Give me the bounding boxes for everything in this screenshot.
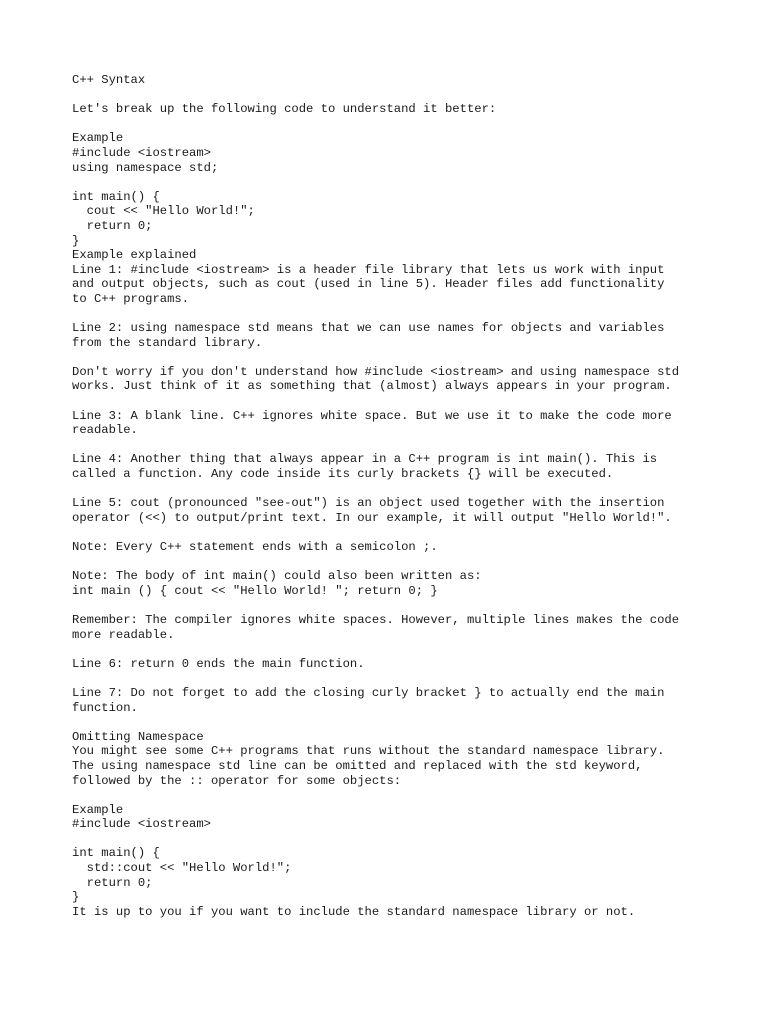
text-line: Line 2: using namespace std means that we can use names for objects and variables <box>72 321 665 336</box>
text-line: called a function. Any code inside its curly brackets {} will be executed. <box>72 467 614 482</box>
blank-line <box>72 832 752 847</box>
text-line: } <box>72 890 80 905</box>
text-line: int main() { <box>72 846 160 861</box>
text-line: Line 3: A blank line. C++ ignores white space. But we use it to make the code more <box>72 408 672 423</box>
text-line: operator (<<) to output/print text. In our example, it will output "Hello World!". <box>72 510 672 525</box>
text-line: C++ Syntax <box>72 73 146 87</box>
text-line: and output objects, such as cout (used in line 5). Header files add functionality <box>72 277 665 292</box>
blank-line <box>72 671 752 686</box>
document-body <box>72 73 752 919</box>
blank-line <box>72 394 752 409</box>
text-line: to C++ programs. <box>72 291 190 306</box>
text-line: Line 5: cout (pronounced "see-out") is an object used together with the insertion <box>72 496 665 511</box>
text-line: Example <box>72 802 124 817</box>
text-line: cout << "Hello World!"; <box>72 204 255 219</box>
text-line: readable. <box>72 423 138 438</box>
text-line: #include <iostream> <box>72 817 211 832</box>
text-line: Don't worry if you don't understand how #include <iostream> and using namespace std <box>72 364 680 379</box>
text-line: } <box>72 233 80 248</box>
text-line: Note: The body of int main() could also been written as: <box>72 569 482 584</box>
text-line: #include <iostream> <box>72 145 211 160</box>
text-line: std::cout << "Hello World!"; <box>72 861 292 876</box>
blank-line <box>72 788 752 803</box>
text-line: Example explained <box>72 248 197 263</box>
blank-line <box>72 715 752 730</box>
text-line: Line 7: Do not forget to add the closing curly bracket } to actually end the main <box>72 685 665 700</box>
blank-line <box>72 598 752 613</box>
text-line: using namespace std; <box>72 160 219 175</box>
blank-line <box>72 642 752 657</box>
text-line: Line 6: return 0 ends the main function. <box>72 656 365 671</box>
blank-line <box>72 482 752 497</box>
blank-line <box>72 175 752 190</box>
text-line: int main () { cout << "Hello World! "; return 0; } <box>72 583 438 598</box>
text-line: from the standard library. <box>72 335 263 350</box>
blank-line <box>72 438 752 453</box>
text-line: The using namespace std line can be omitted and replaced with the std keyword, <box>72 758 643 773</box>
text-line: int main() { <box>72 189 160 204</box>
blank-line <box>72 525 752 540</box>
text-line: It is up to you if you want to include the standard namespace library or not. <box>72 904 636 919</box>
text-line: Let's break up the following code to understand it better: <box>72 102 497 117</box>
text-line: Example <box>72 131 124 146</box>
text-line: function. <box>72 700 138 715</box>
blank-line <box>72 307 752 322</box>
text-line: works. Just think of it as something that (almost) always appears in your program. <box>72 379 672 394</box>
text-line: You might see some C++ programs that runs without the standard namespace library. <box>72 744 665 759</box>
text-line: Note: Every C++ statement ends with a semicolon ;. <box>72 540 438 554</box>
text-line: Line 1: #include <iostream> is a header file library that lets us work with input <box>72 262 665 277</box>
text-line: Remember: The compiler ignores white spaces. However, multiple lines makes the code <box>72 612 680 627</box>
text-line: followed by the :: operator for some objects: <box>72 773 402 788</box>
blank-line <box>72 350 752 365</box>
blank-line <box>72 88 752 103</box>
text-line: Line 4: Another thing that always appear in a C++ program is int main(). This is <box>72 452 658 467</box>
text-line: return 0; <box>72 218 153 233</box>
text-line: Omitting Namespace <box>72 729 204 744</box>
text-line: more readable. <box>72 627 175 642</box>
blank-line <box>72 555 752 570</box>
blank-line <box>72 117 752 132</box>
text-line: return 0; <box>72 875 153 890</box>
